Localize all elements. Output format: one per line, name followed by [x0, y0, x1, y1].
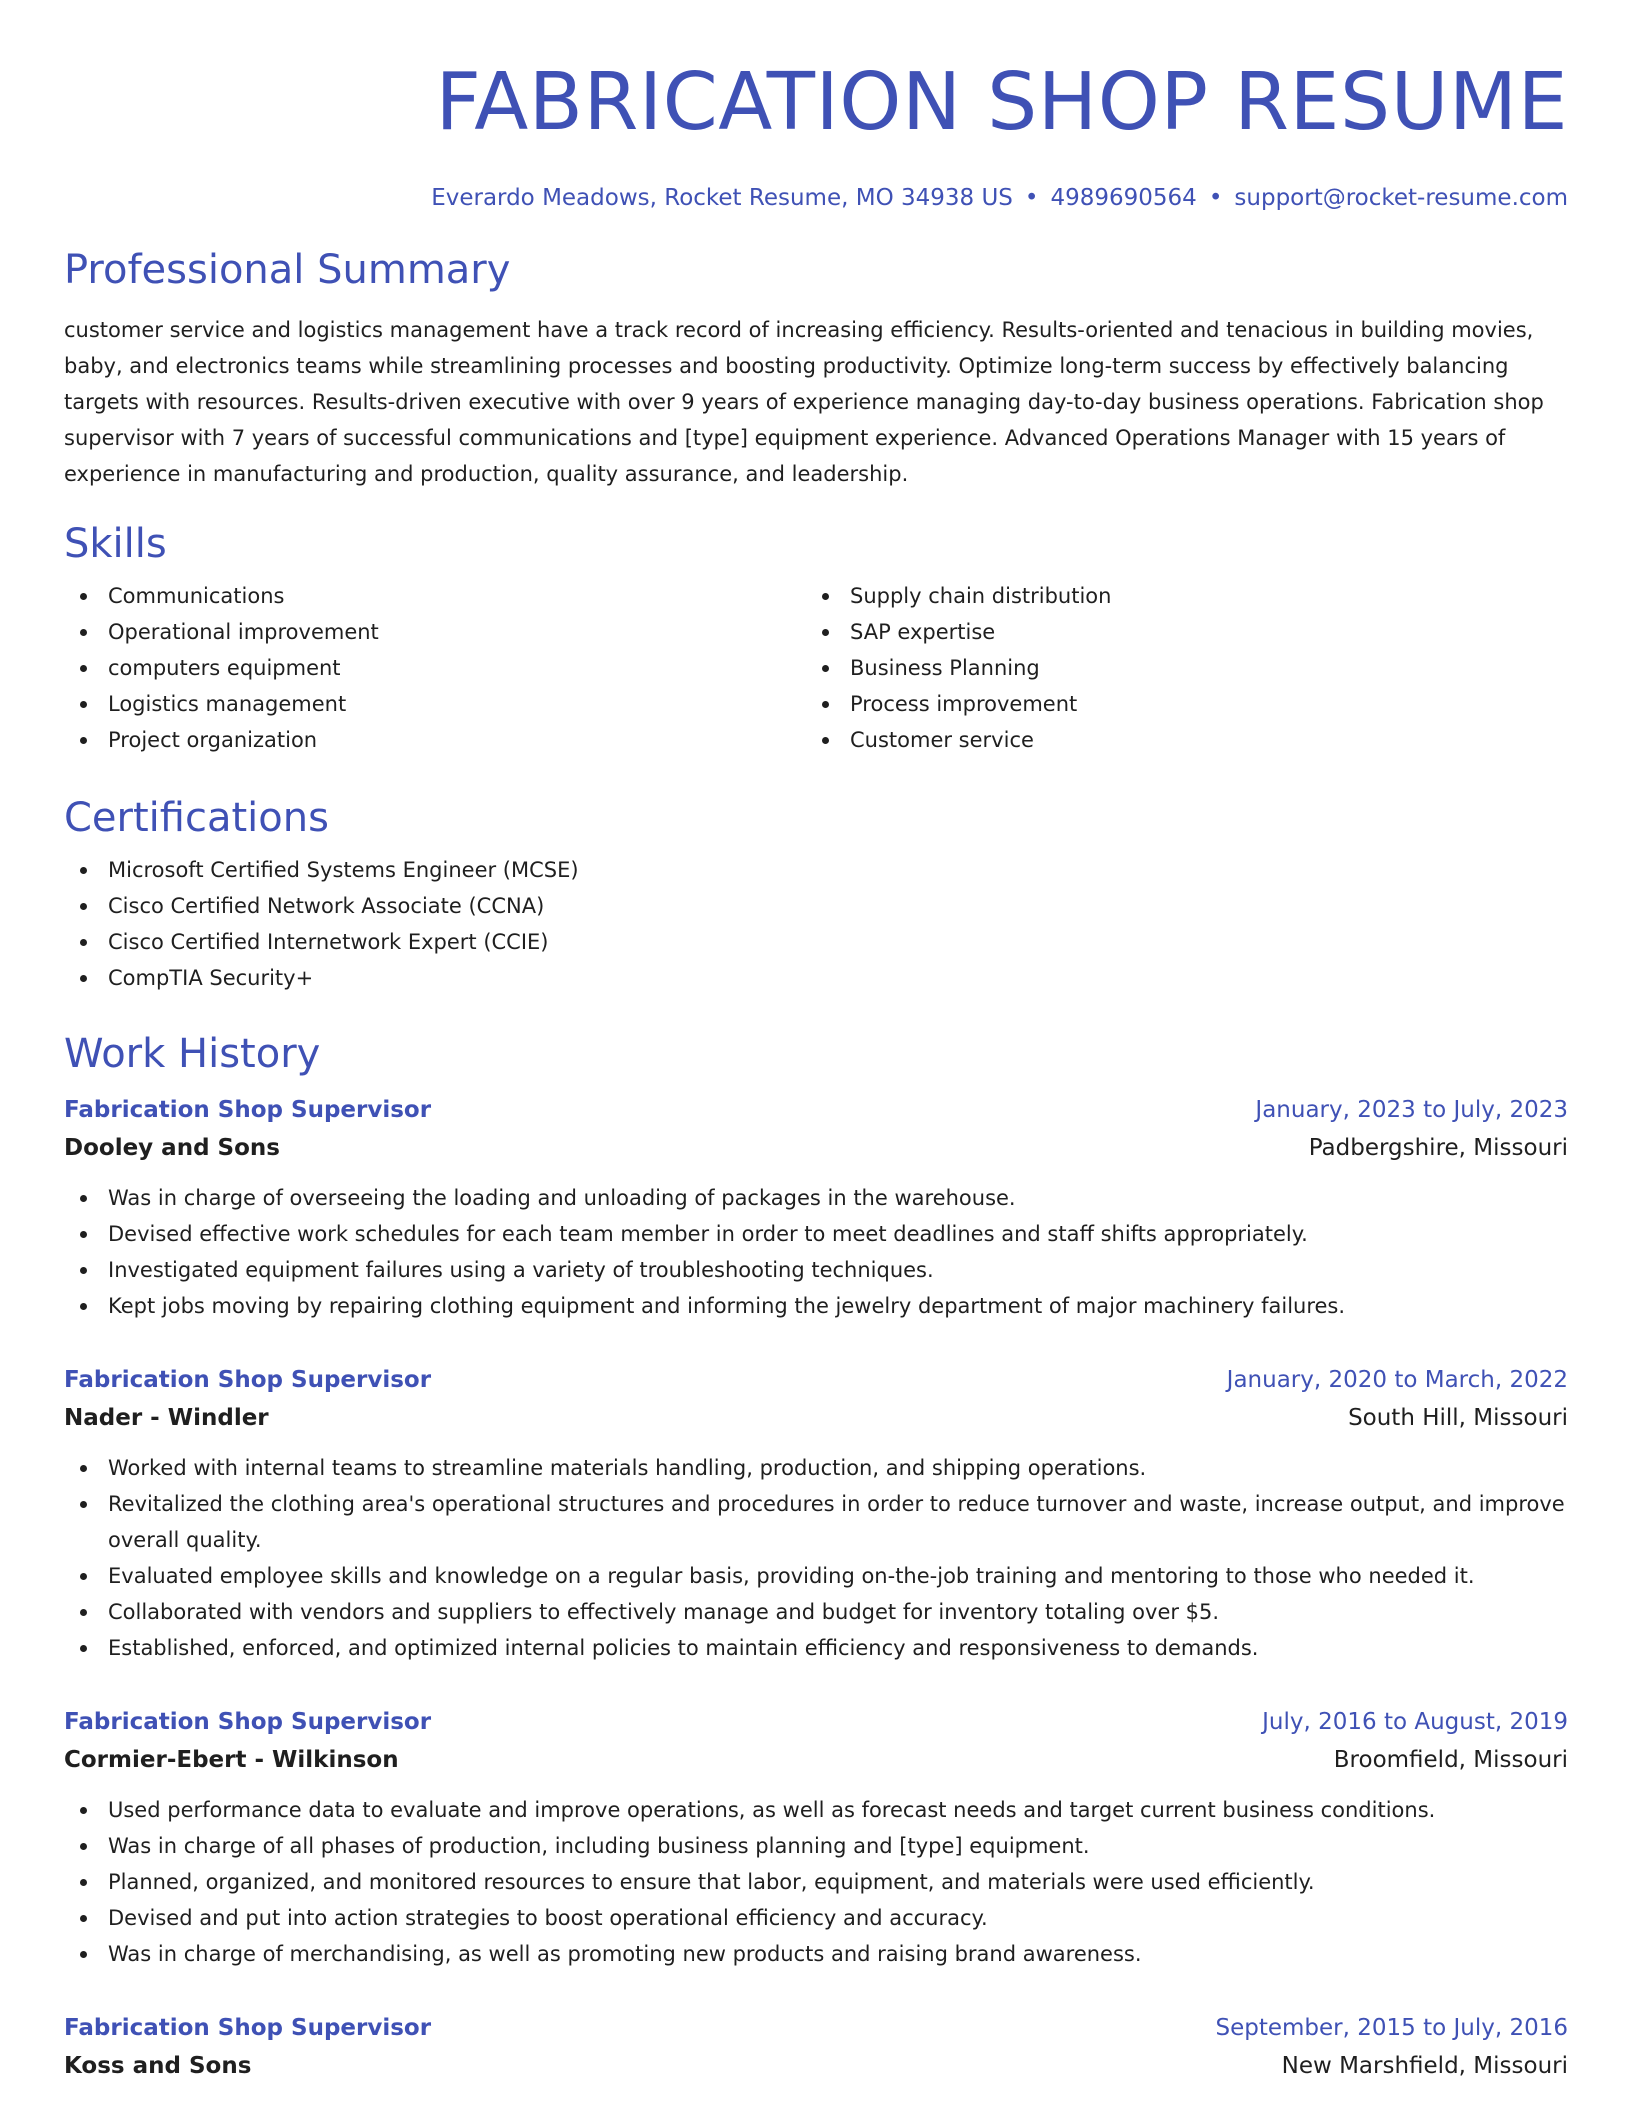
job-duty-item: Kept jobs moving by repairing clothing equipment and informing the jewelry department of major machinery failures.: [64, 1288, 1568, 1324]
job-entry: [64, 1362, 1568, 1666]
job-duty-item: Evaluated employee skills and knowledge on a regular basis, providing on-the-job training and mentoring to those who needed it.: [64, 1558, 1568, 1594]
work-history-heading: Work History: [64, 1031, 321, 1077]
certifications-section: [64, 794, 1568, 996]
job-duty-item: Was in charge of all phases of production, including business planning and [type] equipment.: [64, 1828, 1568, 1864]
job-duty-item: Worked with internal teams to streamline materials handling, production, and shipping operations.: [64, 1450, 1568, 1486]
skill-item: computers equipment: [64, 650, 806, 686]
contact-separator: •: [1208, 185, 1223, 211]
contact-address: Everardo Meadows, Rocket Resume, MO 34938 US: [431, 185, 1013, 211]
job-company: Cormier-Ebert - Wilkinson: [64, 1747, 399, 1773]
skill-item: Supply chain distribution: [806, 578, 1548, 614]
job-title: Fabrication Shop Supervisor: [64, 1097, 432, 1123]
skill-item: Customer service: [806, 722, 1548, 758]
contact-phone: 4989690564: [1050, 185, 1197, 211]
job-title-row: [64, 1092, 1568, 1128]
job-title: Fabrication Shop Supervisor: [64, 1709, 432, 1735]
job-duty-item: Used performance data to evaluate and improve operations, as well as forecast needs and target current business conditions.: [64, 1792, 1568, 1828]
job-location: Padbergshire, Missouri: [1308, 1135, 1568, 1161]
skills-list-left: [64, 578, 806, 758]
job-location: New Marshfield, Missouri: [1281, 2053, 1568, 2079]
job-entry: [64, 1704, 1568, 1972]
job-dates: July, 2016 to August, 2019: [1262, 1709, 1568, 1735]
job-title-row: [64, 1362, 1568, 1398]
job-title-row: [64, 1704, 1568, 1740]
skill-item: Project organization: [64, 722, 806, 758]
skill-item: Business Planning: [806, 650, 1548, 686]
job-duties-list: [64, 1450, 1568, 1666]
skill-item: Logistics management: [64, 686, 806, 722]
certification-item: Microsoft Certified Systems Engineer (MCSE): [64, 852, 1568, 888]
job-duties-list: [64, 1792, 1568, 1972]
skills-section: [64, 520, 1568, 758]
work-history-section: [64, 1030, 1568, 2086]
skill-item: Operational improvement: [64, 614, 806, 650]
job-company-row: [64, 1128, 1568, 1168]
skills-heading: Skills: [64, 521, 167, 567]
skills-list-right: [806, 578, 1548, 758]
contact-email: support@rocket-resume.com: [1234, 185, 1568, 211]
job-duty-item: Investigated equipment failures using a variety of troubleshooting techniques.: [64, 1252, 1568, 1288]
job-duty-item: Devised effective work schedules for each team member in order to meet deadlines and staff shifts appropriately.: [64, 1216, 1568, 1252]
skill-item: Process improvement: [806, 686, 1548, 722]
job-entry: [64, 2010, 1568, 2086]
job-dates: January, 2020 to March, 2022: [1226, 1367, 1568, 1393]
resume-title: FABRICATION SHOP RESUME: [435, 56, 1568, 148]
skills-column-left: [64, 578, 806, 758]
skills-grid: [64, 578, 1568, 758]
contact-separator: •: [1024, 185, 1039, 211]
job-duty-item: Collaborated with vendors and suppliers to effectively manage and budget for inventory totaling over $5.: [64, 1594, 1568, 1630]
skill-item: SAP expertise: [806, 614, 1548, 650]
job-dates: January, 2023 to July, 2023: [1255, 1097, 1568, 1123]
job-company-row: [64, 2046, 1568, 2086]
certification-item: Cisco Certified Internetwork Expert (CCIE): [64, 924, 1568, 960]
job-duty-item: Established, enforced, and optimized internal policies to maintain efficiency and responsiveness to demands.: [64, 1630, 1568, 1666]
job-title: Fabrication Shop Supervisor: [64, 2015, 432, 2041]
certification-item: CompTIA Security+: [64, 960, 1568, 996]
job-duty-item: Revitalized the clothing area's operational structures and procedures in order to reduce turnover and waste, increase output, and improve overall quality.: [64, 1486, 1568, 1558]
job-duties-list: [64, 1180, 1568, 1324]
skills-column-right: [806, 578, 1548, 758]
certifications-list: [64, 852, 1568, 996]
job-duty-item: Was in charge of merchandising, as well as promoting new products and raising brand awareness.: [64, 1936, 1568, 1972]
certification-item: Cisco Certified Network Associate (CCNA): [64, 888, 1568, 924]
job-company-row: [64, 1398, 1568, 1438]
job-location: Broomfield, Missouri: [1333, 1747, 1568, 1773]
summary-heading: Professional Summary: [64, 247, 511, 293]
job-duty-item: Devised and put into action strategies to boost operational efficiency and accuracy.: [64, 1900, 1568, 1936]
job-dates: September, 2015 to July, 2016: [1215, 2015, 1568, 2041]
job-company-row: [64, 1740, 1568, 1780]
summary-text: customer service and logistics management have a track record of increasing efficiency. Results-oriented and tenacious in building movies, baby, and electronics teams while streamlining processes and boosting productivity. Optimize long-term success by effectively balancing targets with resources. Results-driven executive with over 9 years of experience managing day-to-day business operations. Fabrication shop supervisor with 7 years of successful communications and [type] equipment experience. Advanced Operations Manager with 15 years of experience in manufacturing and production, quality assurance, and leadership.: [64, 318, 1544, 486]
job-company: Koss and Sons: [64, 2053, 252, 2079]
contact-line: [64, 184, 1568, 212]
job-duty-item: Planned, organized, and monitored resources to ensure that labor, equipment, and materials were used efficiently.: [64, 1864, 1568, 1900]
certifications-heading: Certifications: [64, 795, 329, 841]
job-location: South Hill, Missouri: [1348, 1405, 1568, 1431]
summary-section: [64, 246, 1568, 492]
job-entry: [64, 1092, 1568, 1324]
job-title: Fabrication Shop Supervisor: [64, 1367, 432, 1393]
resume-page: [64, 0, 1568, 2086]
skill-item: Communications: [64, 578, 806, 614]
job-company: Nader - Windler: [64, 1405, 269, 1431]
job-title-row: [64, 2010, 1568, 2046]
job-duty-item: Was in charge of overseeing the loading and unloading of packages in the warehouse.: [64, 1180, 1568, 1216]
job-company: Dooley and Sons: [64, 1135, 280, 1161]
